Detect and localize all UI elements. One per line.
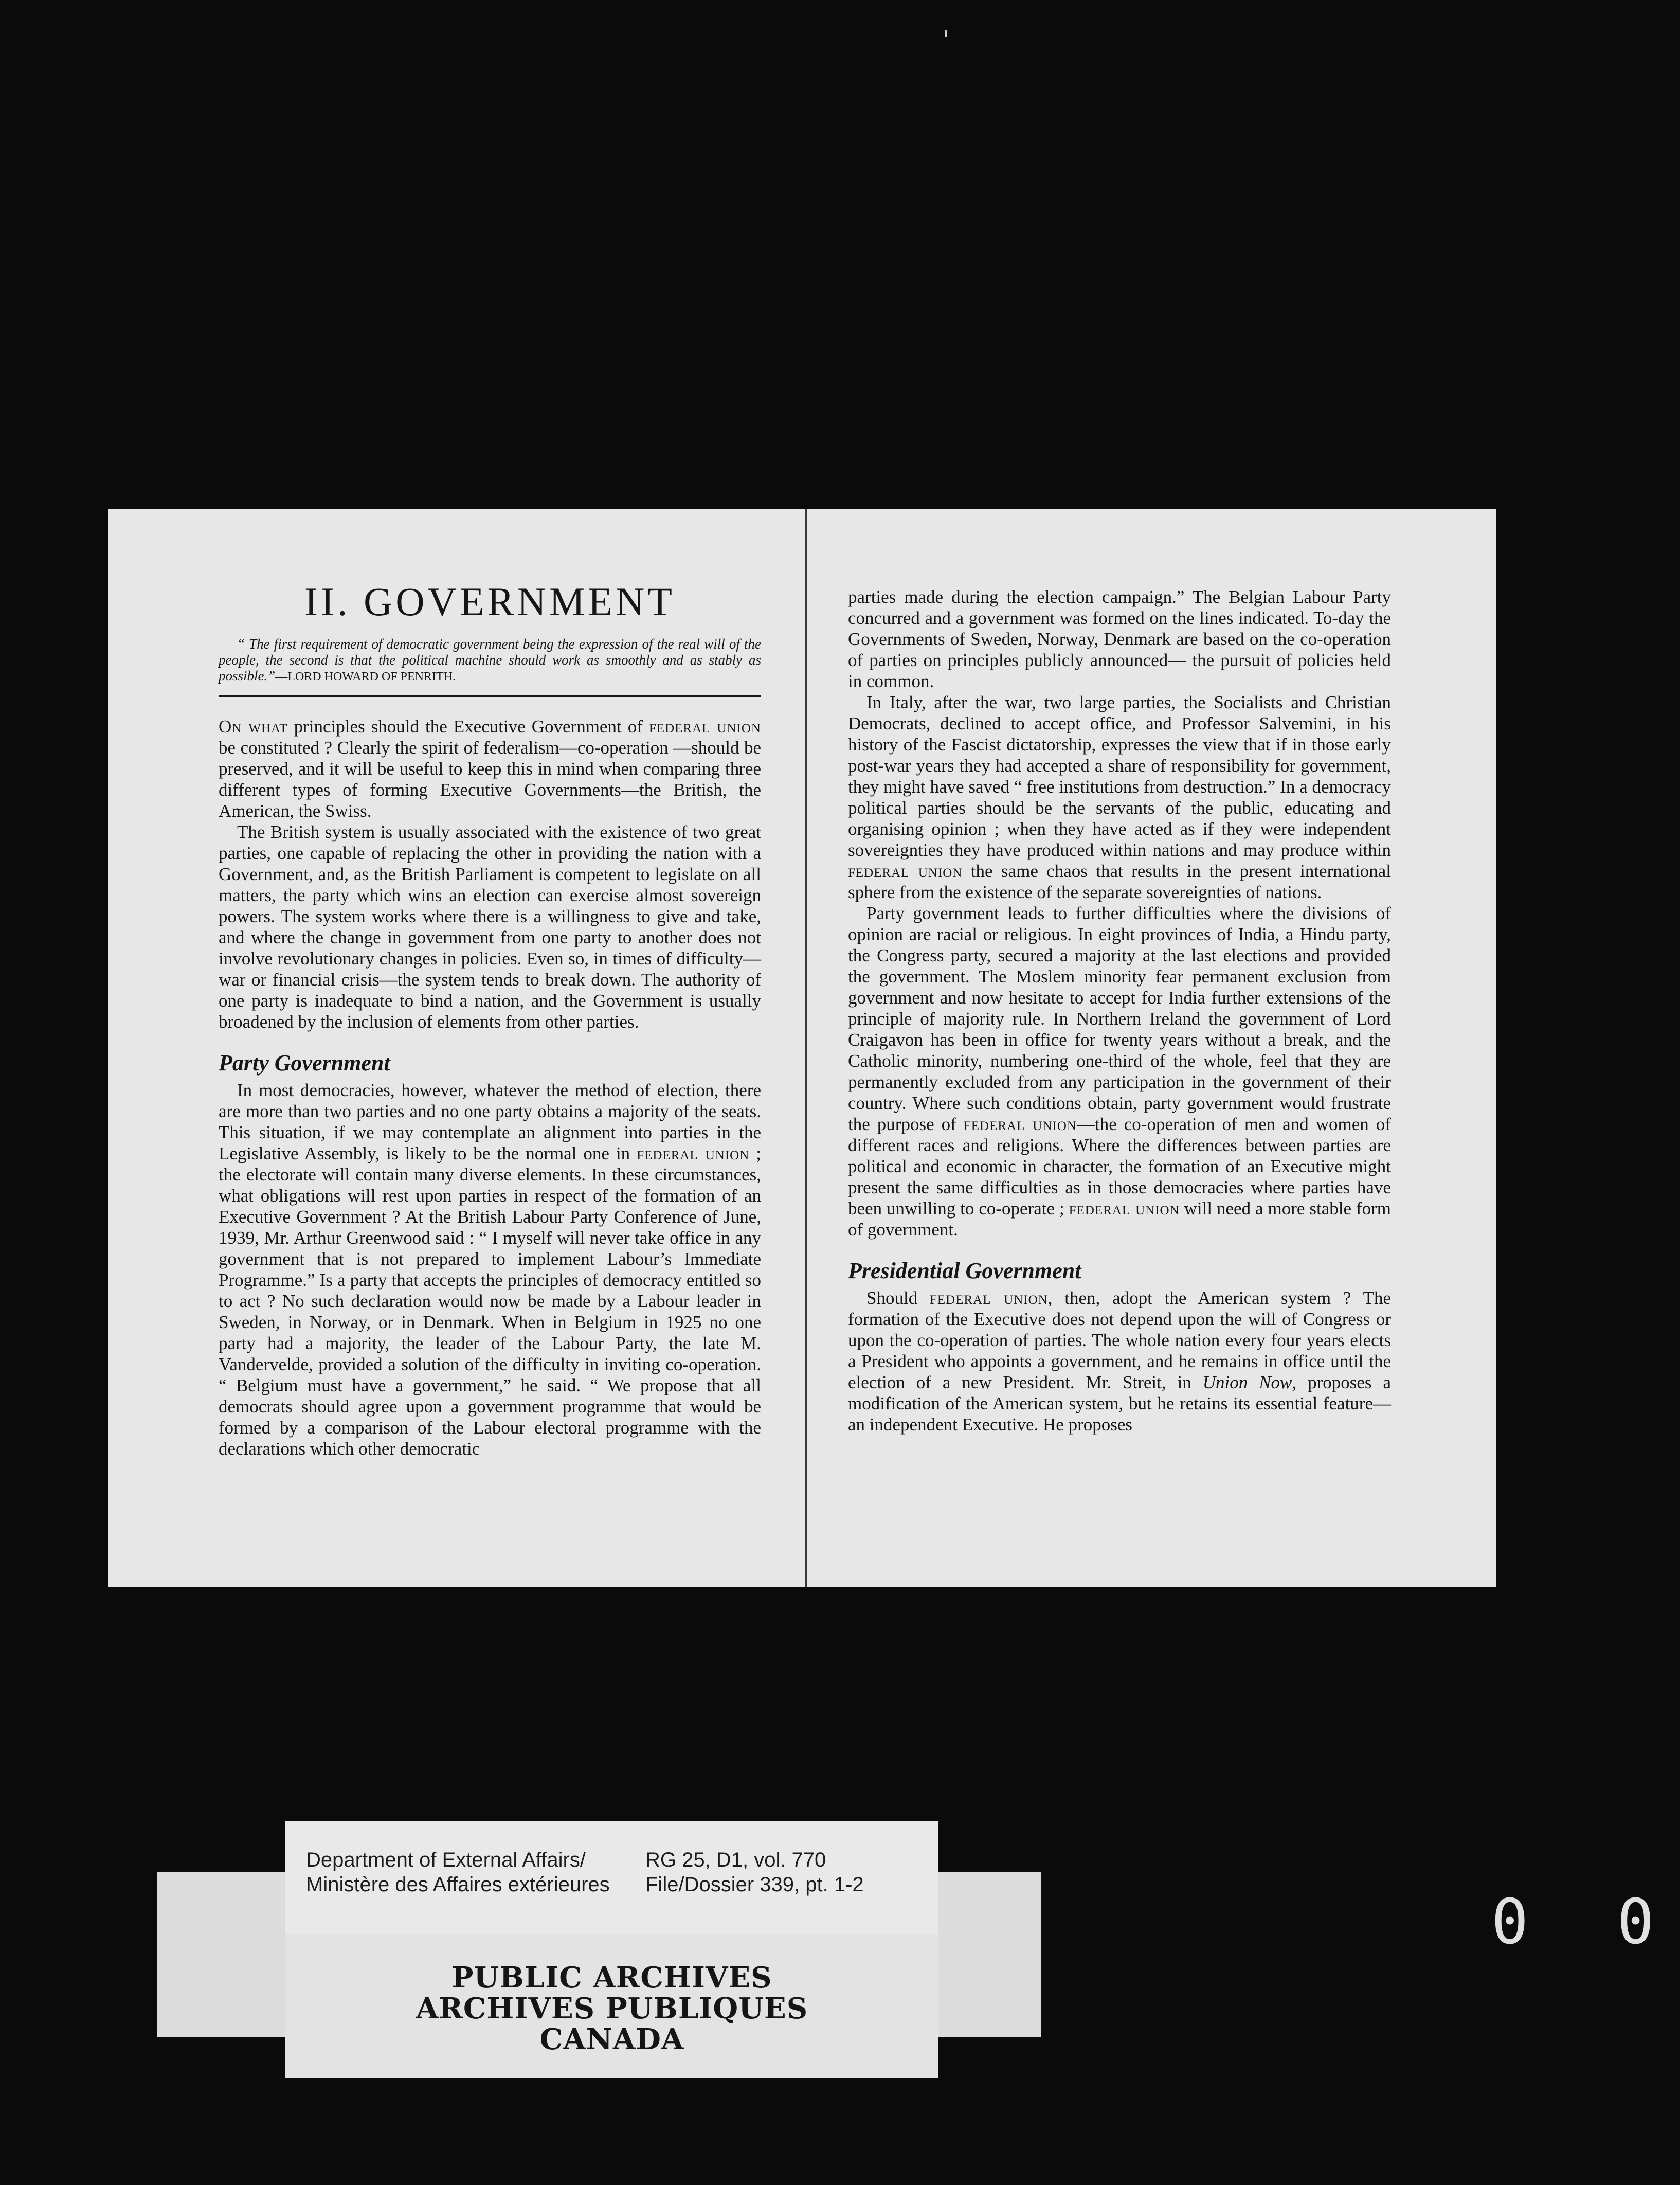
text-run: In Italy, after the war, two large parties, the Socialists and Christian Democrats, declined to accept office, and Professor Salvemini, in his history of the Fascist dictatorship, expresses the view that if in those early post-war years they had accepted a share of responsibility for government, they might have saved “ free institutions from destruction.” In a democracy political parties should be the servants of the public, educating and organising opinion ; when they have acted as if they were independent sovereignties they have produced within nations and may produce within [848, 692, 1391, 860]
paragraph-racial-religious [848, 903, 1391, 1240]
right-page [807, 509, 1496, 1587]
section-heading-presidential-government: Presidential Government [848, 1258, 1081, 1283]
paragraph-presidential [848, 1287, 1391, 1435]
text-run: will need a more stable form of government. [848, 1198, 1391, 1240]
federal-union-term: federal union [848, 861, 963, 881]
left-page [108, 509, 805, 1587]
public-archives-stamp [285, 1934, 938, 2078]
department-english: Department of External Affairs/ [306, 1849, 586, 1871]
stamp-text [285, 1962, 938, 2055]
paragraph-party-government [219, 1080, 761, 1459]
stamp-line-2: ARCHIVES PUBLIQUES [416, 1992, 808, 2026]
department-french: Ministère des Affaires extérieures [306, 1873, 610, 1896]
title-rule [219, 695, 761, 697]
microfilm-frame-mark: 0 0 [1491, 1887, 1680, 1958]
text-run: —the co-operation of men and women of different races and religions. Where the differences between parties are political and economic in character, the formation of an Executive might present the same difficulties as in those democracies where parties have been unwilling to co-operate ; [848, 1114, 1392, 1219]
lead-in: On what [219, 717, 288, 737]
record-group-reference: RG 25, D1, vol. 770 [645, 1849, 826, 1871]
book-title-union-now: Union Now [1202, 1372, 1292, 1392]
chapter-title: II. GOVERNMENT [304, 579, 675, 624]
file-reference: File/Dossier 339, pt. 1-2 [645, 1873, 864, 1896]
text-run: principles should the Executive Government of [287, 717, 649, 737]
federal-union-term: federal union [648, 717, 761, 737]
stamp-line-3: CANADA [539, 2022, 684, 2056]
section-heading-party-government: Party Government [219, 1050, 390, 1076]
text-run: Party government leads to further difficulties where the divisions of opinion are racial or religious. In eight provinces of India, a Hindu party, the Congress party, secured a majority at the last elections and provided the government. The Moslem minority fear permanent exclusion from government and now hesitate to accept for India further extensions of the principle of majority rule. In Northern Ireland the government of Lord Craigavon has been in office for twenty years without a break, and the Catholic minority, numbering one-third of the whole, feel that they are permanently excluded from any participation in the government of their country. Where such conditions obtain, party government would frustrate the purpose of [848, 903, 1391, 1134]
epigraph [219, 636, 761, 685]
text-run: ; the electorate will contain many diverse elements. In these circumstances, what obligations will rest upon parties in respect of the formation of an Executive Government ? At the British Labour Party Conference of June, 1939, Mr. Arthur Greenwood said : “ I myself will never take office in any government that is not prepared to implement Labour’s Immediate Programme.” Is a party that accepts the principles of democracy entitled so to act ? No such declaration would now be made by a Labour leader in Sweden, in Norway, or in Denmark. When in Belgium in 1925 no one party had a majority, the leader of the Labour Party, the late M. Vandervelde, provided a solution of the difficulty in inviting co-operation. “ Belgium must have a government,” he said. “ We propose that all democrats should agree upon a government programme that would be formed by a comparison of the Labour electoral programme with the declarations which other democratic [219, 1143, 761, 1459]
text-run: , proposes a modification of the American system, but he retains its essential feature—an independent Executive. He proposes [848, 1372, 1391, 1435]
federal-union-term: federal union [963, 1114, 1077, 1134]
paragraph-british-system: The British system is usually associated with the existence of two great parties, one capable of replacing the other in providing the nation with a Government, and, as the British Parliament is competent to legislate on all matters, the party which wins an election can exercise almost sovereign powers. The system works where there is a willingness to give and take, and where the change in government from one party to another does not involve revolutionary changes in policies. Even so, in times of difficulty—war or financial crisis—the system tends to break down. The authority of one party is inadequate to bind a nation, and the Government is usually broadened by the inclusion of elements from other parties. [219, 822, 761, 1032]
label-row-2 [306, 1872, 938, 1897]
federal-union-term: federal union [1069, 1198, 1180, 1219]
film-speck [945, 30, 947, 37]
paragraph-belgian-labour: parties made during the election campaign.” The Belgian Labour Party concurred and a government was formed on the lines indicated. To-day the Governments of Sweden, Norway, Denmark are based on the co-operation of parties on principles publicly announced— the pursuit of policies held in common. [848, 587, 1391, 691]
text-run: In most democracies, however, whatever the method of election, there are more than two parties and no one party obtains a majority of the seats. This situation, if we may contemplate an alignment into parties in the Legislative Assembly, is likely to be the normal one in [219, 1080, 761, 1163]
federal-union-term: federal union [929, 1288, 1048, 1308]
text-run: the same chaos that results in the present international sphere from the existence of the separate sovereignties of nations. [848, 861, 1391, 902]
federal-union-term: federal union [637, 1143, 750, 1163]
label-row-1 [306, 1848, 938, 1872]
book-spread [108, 509, 1496, 1587]
epigraph-quote: “ The first requirement of democratic government being the expression of the real will of the people, the second is that the political machine should work as smoothly and as stably as possible.” [219, 636, 761, 684]
text-run: , then, adopt the American system ? The formation of the Executive does not depend upon the will of Congress or upon the co-operation of parties. The whole nation every four years elects a President who appoints a government, and he remains in office until the election of a new President. Mr. Streit, in [848, 1288, 1391, 1392]
archive-reference-label [285, 1821, 938, 1934]
epigraph-attribution: —LORD HOWARD OF PENRITH. [275, 670, 456, 684]
paragraph-intro [219, 716, 761, 821]
paragraph-italy [848, 692, 1391, 903]
text-run: be constituted ? Clearly the spirit of federalism—co-operation —should be preserved, and it will be useful to keep this in mind when comparing three different types of forming Executive Governments—the British, the American, the Swiss. [219, 738, 761, 821]
stamp-line-1: PUBLIC ARCHIVES [451, 1961, 772, 1995]
text-run: Should [866, 1288, 930, 1308]
